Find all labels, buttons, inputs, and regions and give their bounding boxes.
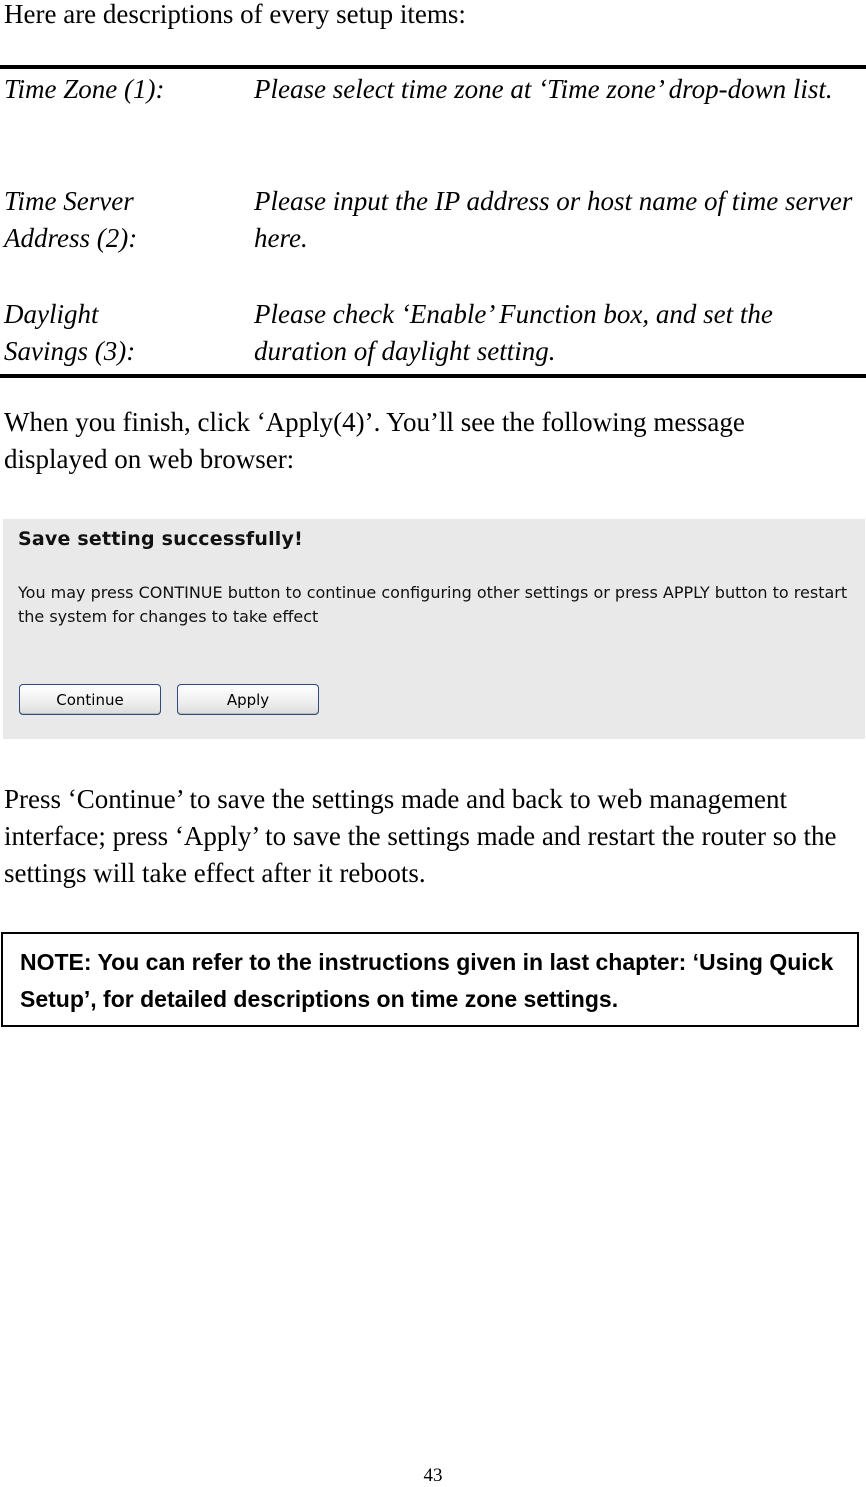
item-description: Please select time zone at ‘Time zone’ drop-down list. bbox=[254, 74, 833, 104]
item-term-line1: Time Zone (1): bbox=[4, 74, 165, 104]
intro-text: Here are descriptions of every setup items: bbox=[4, 0, 466, 29]
page-number: 43 bbox=[423, 1465, 443, 1486]
item-term bbox=[4, 296, 244, 370]
finish-instructions: When you finish, click ‘Apply(4)’. You’ll see the following message displayed on web browser: bbox=[4, 407, 745, 474]
save-success-title: Save setting successfully! bbox=[18, 528, 303, 550]
setup-items-table bbox=[0, 65, 866, 378]
item-description: Please input the IP address or host name of time server here. bbox=[254, 186, 853, 253]
item-term-line2: Savings (3): bbox=[4, 336, 136, 366]
item-term bbox=[4, 71, 244, 108]
item-term-line2: Address (2): bbox=[4, 223, 138, 253]
press-instructions: Press ‘Continue’ to save the settings made and back to web management interface; press ‘Apply’ to save the settings made and restart the router so the settings will take effect after it reboots. bbox=[4, 784, 837, 888]
item-description: Please check ‘Enable’ Function box, and set the duration of daylight setting. bbox=[254, 299, 773, 366]
item-term-line1: Daylight bbox=[4, 299, 99, 329]
item-term-line1: Time Server bbox=[4, 186, 134, 216]
save-success-screenshot bbox=[3, 519, 865, 739]
save-success-message: You may press CONTINUE button to continue configuring other settings or press APPLY button to restart the system for changes to take effect bbox=[18, 583, 848, 626]
apply-button[interactable]: Apply bbox=[177, 684, 319, 715]
note-box: NOTE: You can refer to the instructions given in last chapter: ‘Using Quick Setup’, for detailed descriptions on time zone settings. bbox=[1, 932, 859, 1027]
item-term bbox=[4, 183, 244, 257]
continue-button[interactable]: Continue bbox=[19, 684, 161, 715]
